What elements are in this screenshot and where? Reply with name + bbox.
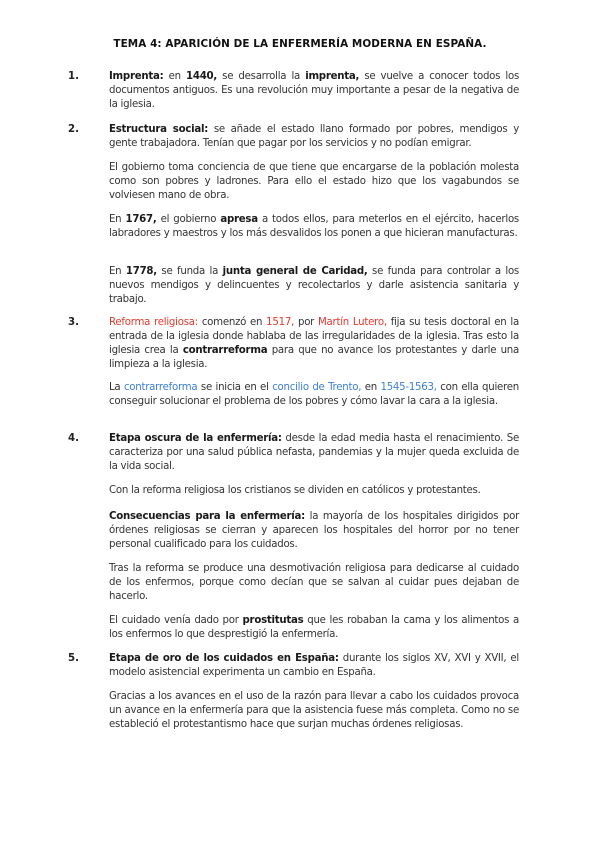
bold-text: junta general de Caridad, bbox=[222, 266, 368, 277]
text-run: En bbox=[109, 266, 126, 277]
text-run: La bbox=[109, 382, 124, 393]
item-number: 1. bbox=[68, 71, 79, 82]
paragraph bbox=[109, 484, 519, 498]
paragraph bbox=[109, 432, 519, 474]
text-run: que les robaban la cama y los alimentos a los enfermos lo que desprestigió la enfermería. bbox=[109, 615, 519, 640]
bold-text: 1767, bbox=[125, 214, 157, 225]
text-run: durante los siglos XV, XVI y XVII, el modelo asistencial experimenta un cambio en España. bbox=[109, 653, 519, 678]
paragraph bbox=[109, 123, 519, 151]
bold-text: Estructura social: bbox=[109, 124, 209, 135]
text-run: el gobierno bbox=[156, 214, 221, 225]
bold-text: contrarreforma bbox=[182, 345, 268, 356]
paragraph bbox=[109, 213, 519, 241]
bold-text: apresa bbox=[220, 214, 258, 225]
paragraph bbox=[109, 70, 519, 112]
text-run: se inicia en el bbox=[197, 382, 273, 393]
page-title: TEMA 4: APARICIÓN DE LA ENFERMERÍA MODERNA EN ESPAÑA. bbox=[113, 38, 487, 50]
item-number: 2. bbox=[68, 124, 79, 135]
text-run: a todos ellos, para meterlos en el ejército, hacerlos labradores y maestros y los más desvalidos los ponen a que hicieran manufacturas. bbox=[109, 214, 519, 239]
text-run: El cuidado venía dado por bbox=[109, 615, 243, 626]
paragraph bbox=[109, 161, 519, 203]
text-run: la mayoría de los hospitales dirigidos por órdenes religiosas se cierran y aparecen los hospitales del horror por no tener personal cualificado para los cuidados. bbox=[109, 511, 520, 550]
highlight-blue-text: concilio de Trento, bbox=[272, 382, 362, 393]
paragraph bbox=[109, 690, 519, 732]
bold-text: prostitutas bbox=[242, 615, 304, 626]
paragraph bbox=[109, 316, 519, 372]
text-run: comenzó en bbox=[197, 317, 267, 328]
paragraph bbox=[109, 562, 519, 604]
highlight-red-text: 1517, bbox=[266, 317, 295, 328]
text-run: se desarrolla la bbox=[217, 71, 306, 82]
highlight-blue-text: contrarreforma bbox=[123, 382, 198, 393]
paragraph bbox=[109, 614, 519, 642]
text-run: desde la edad media hasta el renacimiento. Se caracteriza por una salud pública nefasta, pandemias y la mujer queda excluida de la vida social. bbox=[109, 433, 519, 472]
item-number: 5. bbox=[68, 653, 79, 664]
text-run: fija su tesis doctoral en la entrada de la iglesia donde hablaba de las irregularidades de la iglesia. Tras esto la iglesia crea la bbox=[109, 317, 519, 356]
text-run: En bbox=[109, 214, 126, 225]
highlight-blue-text: 1545-1563, bbox=[380, 382, 437, 393]
text-run: con ella quieren conseguir solucionar el problema de los pobres y cómo lavar la cara a la iglesia. bbox=[109, 382, 519, 407]
text-run: en bbox=[163, 71, 187, 82]
text-run: Gracias a los avances en el uso de la razón para llevar a cabo los cuidados provoca un avance en la enfermería para que la asistencia fuese más completa. Como no se estableció el protestantismo hace que surjan muchas órdenes religiosas. bbox=[109, 691, 519, 730]
bold-text: Imprenta: bbox=[109, 71, 164, 82]
bold-text: Consecuencias para la enfermería: bbox=[109, 511, 306, 522]
text-run: Con la reforma religiosa los cristianos se dividen en católicos y protestantes. bbox=[109, 485, 481, 496]
text-run: se funda para controlar a los nuevos mendigos y delincuentes y recolectarlos y darle asistencia sanitaria y trabajo. bbox=[109, 266, 519, 305]
text-run: se añade el estado llano formado por pobres, mendigos y gente trabajadora. Tenían que pagar por los servicios y no podían emigrar. bbox=[109, 124, 519, 149]
bold-text: 1440, bbox=[186, 71, 217, 82]
text-run: Tras la reforma se produce una desmotivación religiosa para dedicarse al cuidado de los enfermos, porque como decían que se salvan al cuidar pues dejaban de hacerlo. bbox=[109, 563, 519, 602]
highlight-red-text: Martín Lutero, bbox=[318, 317, 387, 328]
text-run: se funda la bbox=[156, 266, 223, 277]
bold-text: Etapa oscura de la enfermería: bbox=[109, 433, 282, 444]
item-number: 3. bbox=[68, 317, 79, 328]
paragraph bbox=[109, 381, 519, 409]
bold-text: Etapa de oro de los cuidados en España: bbox=[109, 653, 339, 664]
bold-text: imprenta, bbox=[305, 71, 360, 82]
paragraph bbox=[109, 265, 519, 307]
highlight-red-text: Reforma religiosa: bbox=[109, 317, 198, 328]
bold-text: 1778, bbox=[125, 266, 157, 277]
text-run: se vuelve a conocer todos los documentos antiguos. Es una revolución muy importante a pesar de la negativa de la iglesia. bbox=[109, 71, 520, 110]
text-run: por bbox=[294, 317, 319, 328]
paragraph bbox=[109, 510, 519, 552]
text-run: El gobierno toma conciencia de que tiene que encargarse de la población molesta como son pobres y ladrones. Para ello el estado hizo que los vagabundos se volviesen mano de obra. bbox=[109, 162, 519, 201]
text-run: para que no avance los protestantes y darle una limpieza a la iglesia. bbox=[109, 345, 520, 370]
paragraph bbox=[109, 652, 519, 680]
item-number: 4. bbox=[68, 433, 79, 444]
text-run: en bbox=[361, 382, 381, 393]
